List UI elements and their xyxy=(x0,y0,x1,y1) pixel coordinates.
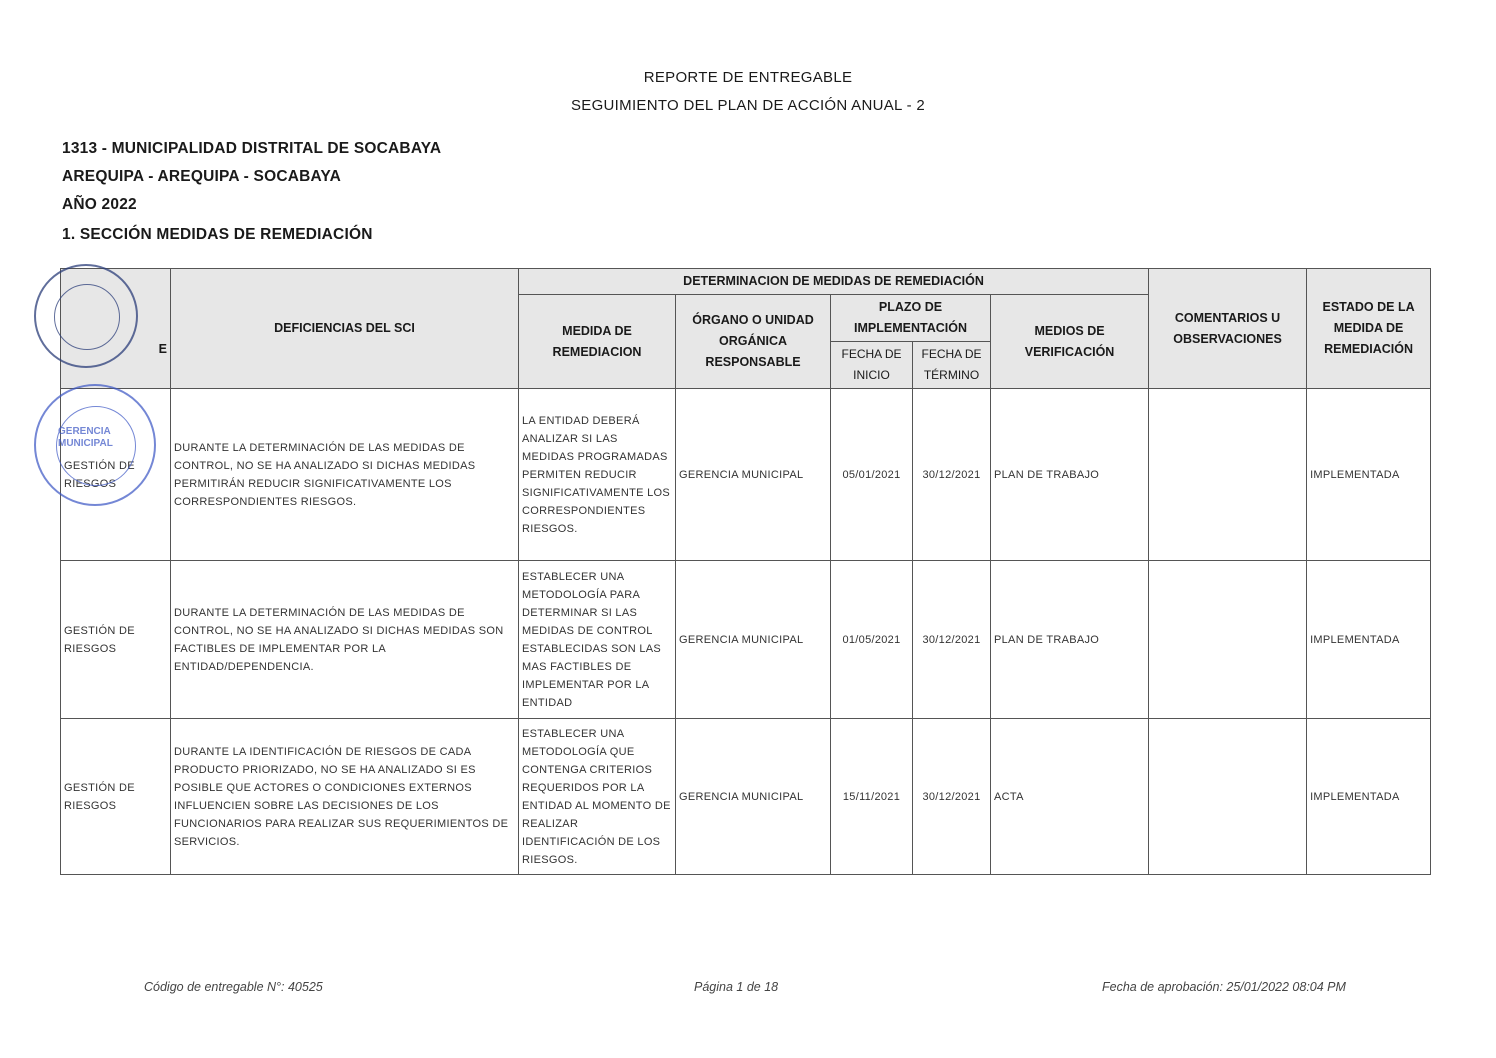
cell-componente: GESTIÓN DE RIESGOS xyxy=(61,719,171,875)
cell-deficiencia: DURANTE LA DETERMINACIÓN DE LAS MEDIDAS DE CONTROL, NO SE HA ANALIZADO SI DICHAS MEDIDAS PERMITIRÁN REDUCIR SIGNIFICATIVAMENTE LOS CORRESPONDIENTES RIESGOS. xyxy=(171,389,519,561)
cell-medida: LA ENTIDAD DEBERÁ ANALIZAR SI LAS MEDIDAS PROGRAMADAS PERMITEN REDUCIR SIGNIFICATIVAMENTE LOS CORRESPONDIENTES RIESGOS. xyxy=(519,389,676,561)
header-componente: E xyxy=(61,269,171,389)
header-medida: MEDIDA DE REMEDIACION xyxy=(519,295,676,389)
cell-fecha-termino: 30/12/2021 xyxy=(913,719,991,875)
cell-componente: GESTIÓN DE RIESGOS xyxy=(61,561,171,719)
cell-medida: ESTABLECER UNA METODOLOGÍA PARA DETERMINAR SI LAS MEDIDAS DE CONTROL ESTABLECIDAS SON LAS MAS FACTIBLES DE IMPLEMENTAR POR LA ENTIDAD xyxy=(519,561,676,719)
remediation-table xyxy=(60,268,1431,875)
cell-organo: GERENCIA MUNICIPAL xyxy=(676,389,831,561)
cell-organo: GERENCIA MUNICIPAL xyxy=(676,561,831,719)
header-estado: ESTADO DE LA MEDIDA DE REMEDIACIÓN xyxy=(1307,269,1431,389)
cell-medida: ESTABLECER UNA METODOLOGÍA QUE CONTENGA CRITERIOS REQUERIDOS POR LA ENTIDAD AL MOMENTO DE REALIZAR IDENTIFICACIÓN DE LOS RIESGOS. xyxy=(519,719,676,875)
seal-emblem-icon xyxy=(54,284,120,350)
cell-fecha-termino: 30/12/2021 xyxy=(913,561,991,719)
header-fecha-inicio: FECHA DE INICIO xyxy=(831,342,913,389)
header-organo: ÓRGANO O UNIDAD ORGÁNICA RESPONSABLE xyxy=(676,295,831,389)
entity-name: 1313 - MUNICIPALIDAD DISTRITAL DE SOCABAYA xyxy=(62,140,442,157)
table-row xyxy=(61,561,1431,719)
cell-comentarios xyxy=(1149,561,1307,719)
table-row xyxy=(61,719,1431,875)
footer-pagina: Página 1 de 18 xyxy=(694,980,779,994)
municipal-seal-icon xyxy=(34,264,138,368)
cell-estado: IMPLEMENTADA xyxy=(1307,719,1431,875)
cell-deficiencia: DURANTE LA DETERMINACIÓN DE LAS MEDIDAS DE CONTROL, NO SE HA ANALIZADO SI DICHAS MEDIDAS SON FACTIBLES DE IMPLEMENTAR POR LA ENTIDAD/DEPENDENCIA. xyxy=(171,561,519,719)
cell-fecha-termino: 30/12/2021 xyxy=(913,389,991,561)
header-group: DETERMINACION DE MEDIDAS DE REMEDIACIÓN xyxy=(519,269,1149,295)
cell-fecha-inicio: 01/05/2021 xyxy=(831,561,913,719)
cell-medios: PLAN DE TRABAJO xyxy=(991,389,1149,561)
cell-medios: PLAN DE TRABAJO xyxy=(991,561,1149,719)
cell-fecha-inicio: 05/01/2021 xyxy=(831,389,913,561)
cell-estado: IMPLEMENTADA xyxy=(1307,561,1431,719)
report-year: AÑO 2022 xyxy=(62,196,137,213)
table-row xyxy=(61,389,1431,561)
report-subtitle: SEGUIMIENTO DEL PLAN DE ACCIÓN ANUAL - 2 xyxy=(570,97,926,114)
stamp-text: GERENCIA MUNICIPAL xyxy=(58,426,113,449)
header-plazo: PLAZO DE IMPLEMENTACIÓN xyxy=(831,295,991,342)
cell-medios: ACTA xyxy=(991,719,1149,875)
header-comentarios: COMENTARIOS U OBSERVACIONES xyxy=(1149,269,1307,389)
section-title: 1. SECCIÓN MEDIDAS DE REMEDIACIÓN xyxy=(62,226,373,243)
cell-componente: GESTIÓN DE RIESGOS xyxy=(61,389,171,561)
header-deficiencias: DEFICIENCIAS DEL SCI xyxy=(171,269,519,389)
cell-estado: IMPLEMENTADA xyxy=(1307,389,1431,561)
entity-location: AREQUIPA - AREQUIPA - SOCABAYA xyxy=(62,168,342,185)
header-medios: MEDIOS DE VERIFICACIÓN xyxy=(991,295,1149,389)
cell-deficiencia: DURANTE LA IDENTIFICACIÓN DE RIESGOS DE CADA PRODUCTO PRIORIZADO, NO SE HA ANALIZADO SI ES POSIBLE QUE ACTORES O CONDICIONES EXTERNOS INFLUENCIEN SOBRE LAS DECISIONES DE LOS FUNCIONARIOS PARA REALIZAR SUS REQUERIMIENTOS DE SERVICIOS. xyxy=(171,719,519,875)
cell-organo: GERENCIA MUNICIPAL xyxy=(676,719,831,875)
footer-codigo: Código de entregable N°: 40525 xyxy=(144,980,323,994)
report-title: REPORTE DE ENTREGABLE xyxy=(643,69,853,86)
header-fecha-termino: FECHA DE TÉRMINO xyxy=(913,342,991,389)
municipal-stamp-icon xyxy=(34,384,156,506)
cell-comentarios xyxy=(1149,389,1307,561)
footer-fecha: Fecha de aprobación: 25/01/2022 08:04 PM xyxy=(1102,980,1346,994)
cell-comentarios xyxy=(1149,719,1307,875)
cell-fecha-inicio: 15/11/2021 xyxy=(831,719,913,875)
header-row-group xyxy=(61,269,1431,295)
